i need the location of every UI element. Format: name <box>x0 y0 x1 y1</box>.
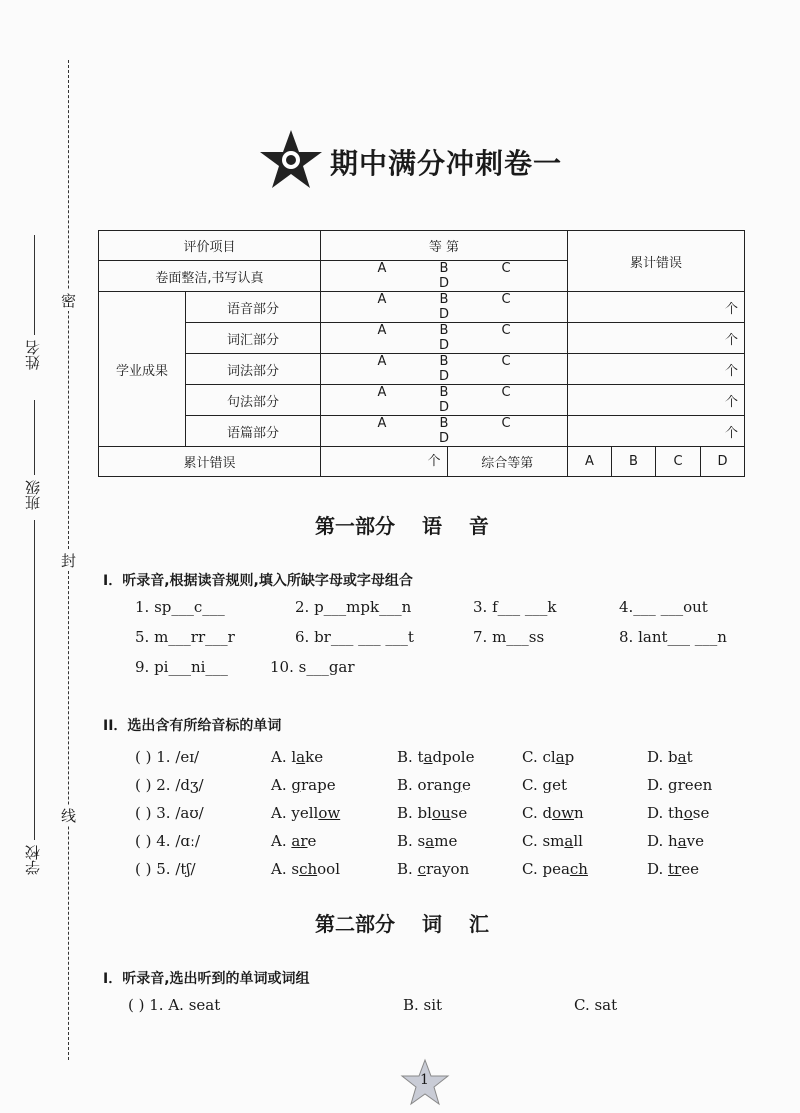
underlined-letters: ar <box>291 832 308 850</box>
footer-cell <box>321 447 568 477</box>
phonetic-question-row <box>135 832 755 854</box>
option-text: et <box>552 776 567 794</box>
option-text: C. cl <box>522 748 556 766</box>
option-d[interactable] <box>647 832 704 850</box>
grade-options: A B CD <box>321 354 568 385</box>
underlined-letters: o <box>683 804 693 822</box>
star-eye-icon <box>258 128 324 190</box>
error-count: 个 <box>568 385 745 416</box>
fill-row: 5. m___rr___r 6. br___ ___ ___t 7. m___ss 8. lant___ ___n <box>135 628 727 646</box>
question-row <box>128 996 748 1018</box>
footer-unit: 个 <box>321 447 448 476</box>
option-text: D. b <box>647 748 678 766</box>
fill-row: 1. sp___c___ 2. p___mpk___n 3. f___ ___k 4.___ ___out <box>135 598 708 616</box>
option-text: C. pea <box>522 860 570 878</box>
option-text: D. <box>647 860 669 878</box>
option-text: D. <box>647 776 669 794</box>
class-line <box>34 520 35 840</box>
question-number: ( ) 1. /eɪ/ <box>135 748 200 766</box>
option-text: t <box>686 748 693 766</box>
seal-char: 线 <box>61 807 77 825</box>
page-number: 1 <box>420 1072 429 1088</box>
phonetic-question-row <box>135 748 755 770</box>
phonetic-question-row <box>135 776 755 798</box>
grade-options: A B CD <box>321 292 568 323</box>
option-c[interactable] <box>522 776 567 794</box>
option-text: C. sm <box>522 832 565 850</box>
overall-grade: A <box>568 447 612 477</box>
underlined-letters: ch <box>299 860 318 878</box>
option-a[interactable] <box>271 804 340 822</box>
part2-title: 第二部分 词 汇 <box>315 912 489 936</box>
class-label: 班级 <box>24 480 42 510</box>
option-text: rape <box>300 776 336 794</box>
option-text: ool <box>317 860 340 878</box>
underlined-letters: a <box>564 832 574 850</box>
option-b[interactable] <box>397 748 474 766</box>
underlined-letters: a <box>677 748 687 766</box>
option-text: rayon <box>425 860 470 878</box>
option-text: reen <box>677 776 713 794</box>
option-text: A. <box>271 832 292 850</box>
option-text: ke <box>305 748 324 766</box>
overall-grade: D <box>701 447 745 477</box>
option-text: A. s <box>271 860 300 878</box>
grade-options: A B CD <box>321 416 568 447</box>
question-number: ( ) 1. A. seat <box>128 996 221 1014</box>
neatness-label: 卷面整洁,书写认真 <box>99 261 321 292</box>
underlined-letters: ou <box>431 804 451 822</box>
underlined-letters: a <box>296 748 306 766</box>
underlined-letters: a <box>423 748 433 766</box>
option-b: B. sit <box>403 996 443 1014</box>
option-d[interactable] <box>647 776 712 794</box>
subject-label: 句法部分 <box>186 385 321 416</box>
option-b[interactable] <box>397 804 467 822</box>
option-b[interactable] <box>397 832 457 850</box>
underlined-letters: g <box>668 776 678 794</box>
grade-options: A B CD <box>321 261 568 292</box>
underlined-letters: a <box>425 832 435 850</box>
option-text: dpole <box>432 748 475 766</box>
part2-q1-heading: I．听录音,选出听到的单词或词组 <box>103 971 310 987</box>
underlined-letters: g <box>291 776 301 794</box>
overall-grade: C <box>656 447 701 477</box>
option-text: me <box>434 832 458 850</box>
option-a[interactable] <box>271 860 340 878</box>
option-text: e <box>307 832 317 850</box>
option-b[interactable] <box>397 776 471 794</box>
underlined-letters: a <box>677 832 687 850</box>
option-text: A. yell <box>271 804 319 822</box>
fill-row: 9. pi___ni___ 10. s___gar <box>135 658 355 676</box>
option-b[interactable] <box>397 860 469 878</box>
underlined-letters: ow <box>318 804 341 822</box>
part1-q1-heading: I．听录音,根据读音规则,填入所缺字母或字母组合 <box>103 573 413 589</box>
option-text: A. l <box>271 748 297 766</box>
grade-options: A B CD <box>321 323 568 354</box>
page-title: 期中满分冲刺卷一 <box>330 147 563 180</box>
option-c[interactable] <box>522 804 584 822</box>
school-label: 学校 <box>24 845 42 875</box>
underlined-letters: c <box>417 860 426 878</box>
evaluation-table <box>98 230 745 477</box>
question-number: ( ) 5. /tʃ/ <box>135 860 196 878</box>
option-text: A. <box>271 776 292 794</box>
option-text: B. oran <box>397 776 453 794</box>
error-count: 个 <box>568 323 745 354</box>
grade-options: A B CD <box>321 385 568 416</box>
option-text: n <box>573 804 584 822</box>
option-text: se <box>450 804 468 822</box>
option-text: B. t <box>397 748 424 766</box>
option-text: ee <box>681 860 699 878</box>
footer-total-errors: 累计错误 <box>99 447 321 477</box>
option-text: C. <box>522 776 543 794</box>
subject-label: 词法部分 <box>186 354 321 385</box>
part1-q2-heading: II．选出含有所给音标的单词 <box>103 718 282 734</box>
underlined-letters: g <box>452 776 462 794</box>
underlined-letters: tr <box>668 860 682 878</box>
option-text: C. d <box>522 804 553 822</box>
phonetic-question-row <box>135 804 755 826</box>
class-blank-top <box>34 400 35 475</box>
part1-title: 第一部分 语 音 <box>315 514 489 538</box>
option-text: se <box>692 804 710 822</box>
option-a[interactable] <box>271 748 323 766</box>
option-text: B. bl <box>397 804 432 822</box>
header-item: 评价项目 <box>99 231 321 261</box>
option-c: C. sat <box>574 996 618 1014</box>
subject-label: 语音部分 <box>186 292 321 323</box>
phonetic-question-row <box>135 860 755 882</box>
name-label: 姓名 <box>24 340 42 370</box>
question-number: ( ) 2. /dʒ/ <box>135 776 204 794</box>
option-c[interactable] <box>522 860 588 878</box>
option-text: ll <box>573 832 583 850</box>
option-text: B. <box>397 860 418 878</box>
subject-label: 词汇部分 <box>186 323 321 354</box>
error-count: 个 <box>568 354 745 385</box>
error-count: 个 <box>568 416 745 447</box>
option-d[interactable] <box>647 860 699 878</box>
option-text: B. s <box>397 832 426 850</box>
option-text: ve <box>686 832 705 850</box>
underlined-letters: a <box>555 748 565 766</box>
underlined-letters: ow <box>552 804 574 822</box>
option-text: p <box>564 748 575 766</box>
option-text: D. th <box>647 804 684 822</box>
question-number: ( ) 4. /ɑː/ <box>135 832 201 850</box>
option-c[interactable] <box>522 832 583 850</box>
name-line <box>34 235 35 335</box>
option-a[interactable] <box>271 832 316 850</box>
header-grade: 等 第 <box>321 231 568 261</box>
question-number: ( ) 3. /aʊ/ <box>135 804 204 822</box>
option-text: e <box>461 776 471 794</box>
underlined-letters: ch <box>569 860 588 878</box>
subject-label: 语篇部分 <box>186 416 321 447</box>
option-text: D. h <box>647 832 678 850</box>
underlined-letters: g <box>542 776 553 794</box>
option-d[interactable] <box>647 804 709 822</box>
option-c[interactable] <box>522 748 574 766</box>
error-count: 个 <box>568 292 745 323</box>
group-label: 学业成果 <box>99 292 186 447</box>
header-total-errors: 累计错误 <box>568 231 745 292</box>
option-a[interactable] <box>271 776 336 794</box>
seal-char: 封 <box>61 552 77 570</box>
overall-grade: B <box>612 447 656 477</box>
seal-char: 密 <box>61 292 77 310</box>
footer-overall: 综合等第 <box>481 456 534 471</box>
option-d[interactable] <box>647 748 693 766</box>
